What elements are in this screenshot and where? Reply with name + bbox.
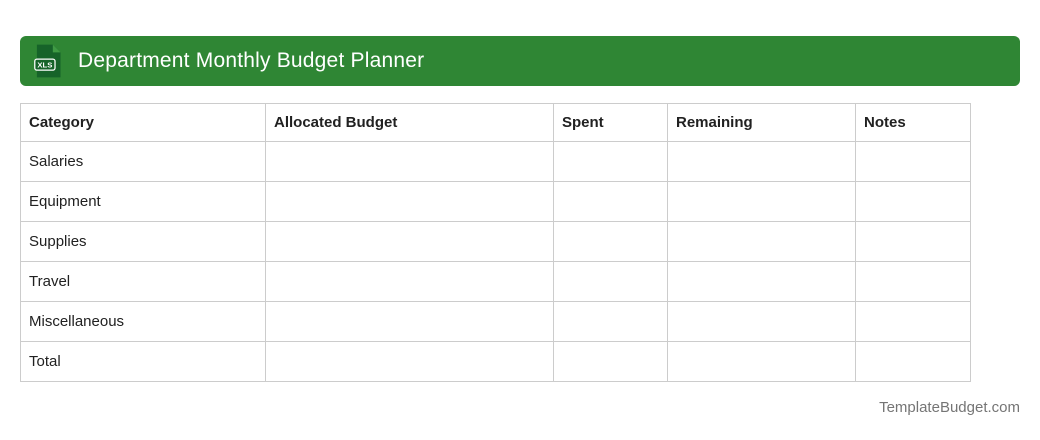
cell-notes (856, 222, 971, 262)
cell-spent (554, 182, 668, 222)
cell-remaining (668, 262, 856, 302)
cell-notes (856, 342, 971, 382)
table-row (21, 342, 971, 382)
cell-allocated (266, 222, 554, 262)
cell-category: Salaries (21, 142, 266, 182)
cell-allocated (266, 302, 554, 342)
cell-spent (554, 142, 668, 182)
cell-category: Travel (21, 262, 266, 302)
column-header-spent: Spent (554, 104, 668, 142)
site-watermark: TemplateBudget.com (879, 399, 1020, 416)
table-row (21, 262, 971, 302)
cell-remaining (668, 302, 856, 342)
cell-spent (554, 342, 668, 382)
cell-notes (856, 262, 971, 302)
table-header-row (21, 104, 971, 142)
cell-allocated (266, 182, 554, 222)
cell-remaining (668, 222, 856, 262)
xls-file-icon (34, 44, 61, 78)
cell-remaining (668, 342, 856, 382)
cell-allocated (266, 342, 554, 382)
cell-allocated (266, 142, 554, 182)
cell-spent (554, 222, 668, 262)
cell-notes (856, 302, 971, 342)
column-header-remaining: Remaining (668, 104, 856, 142)
table-row (21, 302, 971, 342)
cell-remaining (668, 182, 856, 222)
cell-category: Miscellaneous (21, 302, 266, 342)
cell-spent (554, 262, 668, 302)
cell-notes (856, 142, 971, 182)
header-bar (20, 36, 1020, 86)
table-row (21, 222, 971, 262)
table-row (21, 182, 971, 222)
cell-remaining (668, 142, 856, 182)
table-row (21, 142, 971, 182)
cell-category: Supplies (21, 222, 266, 262)
xls-file-icon-fold (53, 45, 61, 53)
column-header-category: Category (21, 104, 266, 142)
cell-category: Total (21, 342, 266, 382)
cell-notes (856, 182, 971, 222)
page-title: Department Monthly Budget Planner (78, 49, 425, 72)
xls-file-icon-label: XLS (37, 60, 53, 70)
cell-spent (554, 302, 668, 342)
column-header-notes: Notes (856, 104, 971, 142)
cell-category: Equipment (21, 182, 266, 222)
cell-allocated (266, 262, 554, 302)
column-header-allocated: Allocated Budget (266, 104, 554, 142)
budget-table (20, 103, 971, 382)
